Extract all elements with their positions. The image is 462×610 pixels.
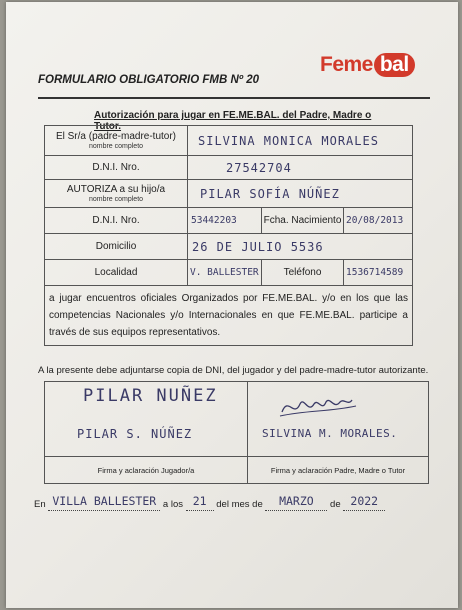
- month-field[interactable]: [265, 496, 327, 511]
- place-date-line: [34, 496, 385, 511]
- attachment-note: A la presente debe adjuntarse copia de DNI, del jugador y del padre-madre-tutor autorizante.: [38, 365, 429, 376]
- authorization-form-table: [44, 125, 413, 346]
- signature-table: [44, 381, 429, 484]
- parent-caption-cell: [248, 457, 429, 484]
- child-name-field[interactable]: [188, 180, 413, 208]
- player-clarification: PILAR S. NÚÑEZ: [77, 427, 193, 441]
- parent-name-row: [45, 126, 413, 156]
- parent-signature-box[interactable]: [248, 382, 429, 457]
- parent-name-sublabel: nombre completo: [88, 143, 144, 150]
- locality-field[interactable]: [188, 260, 262, 286]
- parent-name-value: SILVINA MONICA MORALES: [198, 133, 379, 148]
- child-dni-row: [45, 208, 413, 234]
- a-los-text: a los: [162, 499, 183, 510]
- parent-dni-field[interactable]: [188, 156, 413, 180]
- phone-label: Teléfono: [262, 260, 344, 286]
- parent-name-label: El Sr/a (padre-madre-tutor): [55, 131, 177, 142]
- phone-field[interactable]: [344, 260, 413, 286]
- parent-name-label-cell: [45, 126, 188, 156]
- parent-dni-value: 27542704: [226, 160, 292, 175]
- player-signature-caption: Firma y aclaración Jugador/a: [97, 465, 195, 475]
- parent-name-field[interactable]: [188, 126, 413, 156]
- parent-clarification: SILVINA M. MORALES.: [262, 427, 398, 440]
- parent-dni-label: D.N.I. Nro.: [45, 156, 188, 180]
- birth-date-value: 20/08/2013: [346, 215, 404, 226]
- year-field[interactable]: [343, 496, 385, 511]
- address-row: [45, 234, 413, 260]
- child-name-label-cell: [45, 180, 188, 208]
- child-dni-value: 53442203: [191, 215, 237, 226]
- year-value: 2022: [350, 494, 379, 508]
- child-name-label: AUTORIZA a su hijo/a: [66, 184, 166, 195]
- child-name-sublabel: nombre completo: [88, 196, 144, 203]
- phone-value: 1536714589: [346, 267, 404, 278]
- locality-label: Localidad: [45, 260, 188, 286]
- place-prefix: En: [34, 499, 46, 510]
- terms-row: [45, 286, 413, 346]
- address-label: Domicilio: [45, 234, 188, 260]
- title-divider: [38, 97, 430, 99]
- child-dni-field[interactable]: [188, 208, 262, 234]
- parent-signature-scribble: [278, 390, 358, 420]
- form-title: FORMULARIO OBLIGATORIO FMB Nº 20: [38, 74, 259, 86]
- birth-date-label: Fcha. Nacimiento: [262, 208, 344, 234]
- locality-row: [45, 260, 413, 286]
- place-value: VILLA BALLESTER: [52, 494, 157, 508]
- logo-pill: bal: [374, 53, 415, 77]
- locality-value: V. BALLESTER: [190, 267, 259, 278]
- febal-logo: [320, 52, 415, 78]
- player-signature: PILAR NUÑEZ: [83, 386, 218, 406]
- player-caption-cell: [45, 457, 248, 484]
- month-value: MARZO: [279, 494, 314, 508]
- de-text: de: [330, 499, 341, 510]
- day-field[interactable]: [186, 496, 214, 511]
- del-mes-de-text: del mes de: [216, 499, 263, 510]
- address-value: 26 DE JULIO 5536: [192, 239, 324, 254]
- authorization-title: Autorización para jugar en FE.ME.BAL. del Padre, Madre o Tutor.: [94, 110, 372, 132]
- day-value: 21: [192, 494, 207, 508]
- child-name-row: [45, 180, 413, 208]
- birth-date-field[interactable]: [344, 208, 413, 234]
- form-sheet: [6, 2, 458, 608]
- child-name-value: PILAR SOFÍA NÚÑEZ: [200, 186, 340, 201]
- place-field[interactable]: [48, 496, 160, 511]
- parent-signature-caption: Firma y aclaración Padre, Madre o Tutor: [270, 465, 406, 475]
- player-signature-box[interactable]: [45, 382, 248, 457]
- parent-dni-row: [45, 156, 413, 180]
- logo-text: Feme: [320, 53, 373, 76]
- terms-paragraph: a jugar encuentros oficiales Organizados por FE.ME.BAL. y/o en los que las competencias Nacionales y/o Internacionales en que FE.ME.BAL. participe a través de sus equipos representativos.: [45, 286, 413, 346]
- address-field[interactable]: [188, 234, 413, 260]
- child-dni-label: D.N.I. Nro.: [45, 208, 188, 234]
